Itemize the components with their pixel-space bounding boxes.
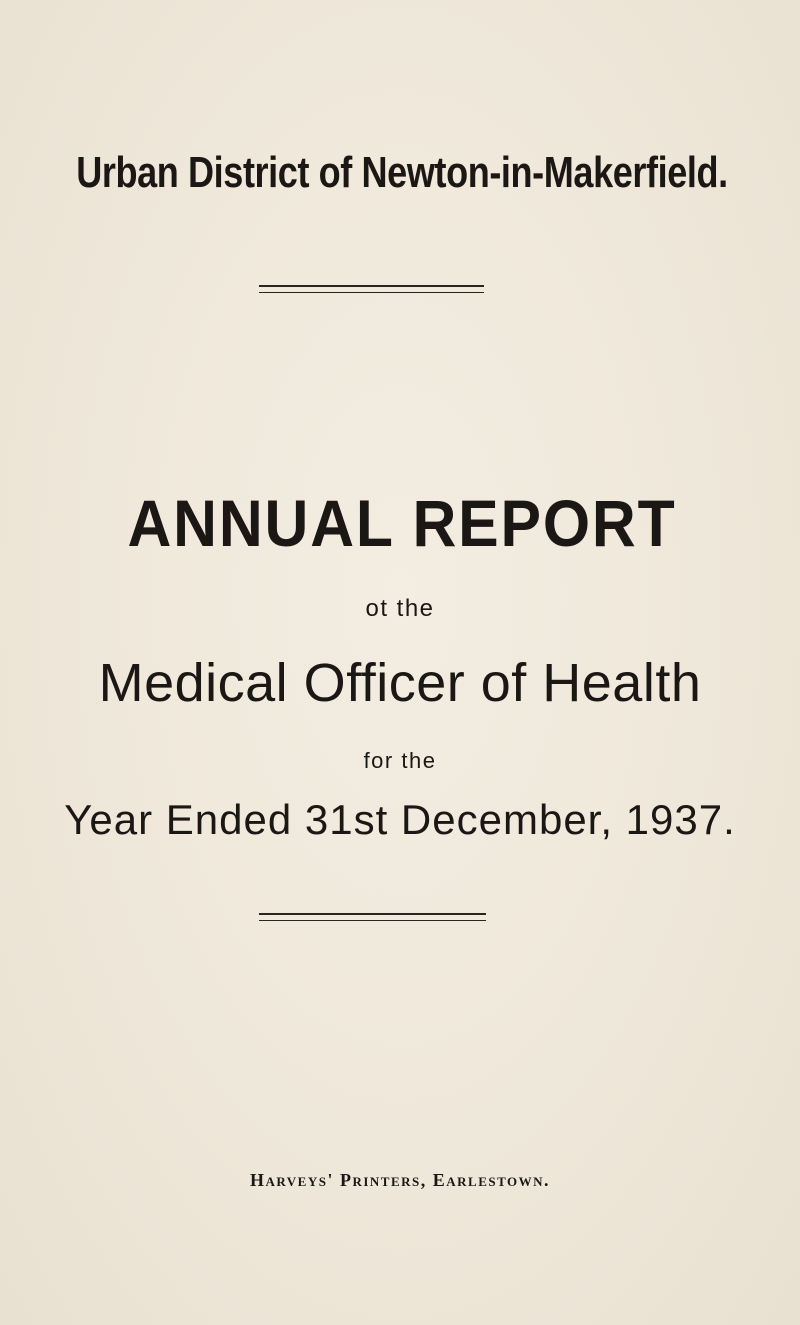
report-title: ANNUAL REPORT bbox=[127, 486, 677, 560]
of-the-text: ot the bbox=[365, 595, 435, 622]
double-rule-top bbox=[259, 285, 484, 293]
printer-imprint: Harveys' Printers, Earlestown. bbox=[249, 1170, 551, 1190]
subject-title: Medical Officer of Health bbox=[98, 653, 702, 713]
district-title: Urban District of Newton-in-Makerfield. bbox=[76, 148, 728, 197]
report-period: Year Ended 31st December, 1937. bbox=[64, 796, 736, 843]
for-the-text: for the bbox=[363, 748, 437, 773]
double-rule-bottom bbox=[259, 913, 486, 921]
